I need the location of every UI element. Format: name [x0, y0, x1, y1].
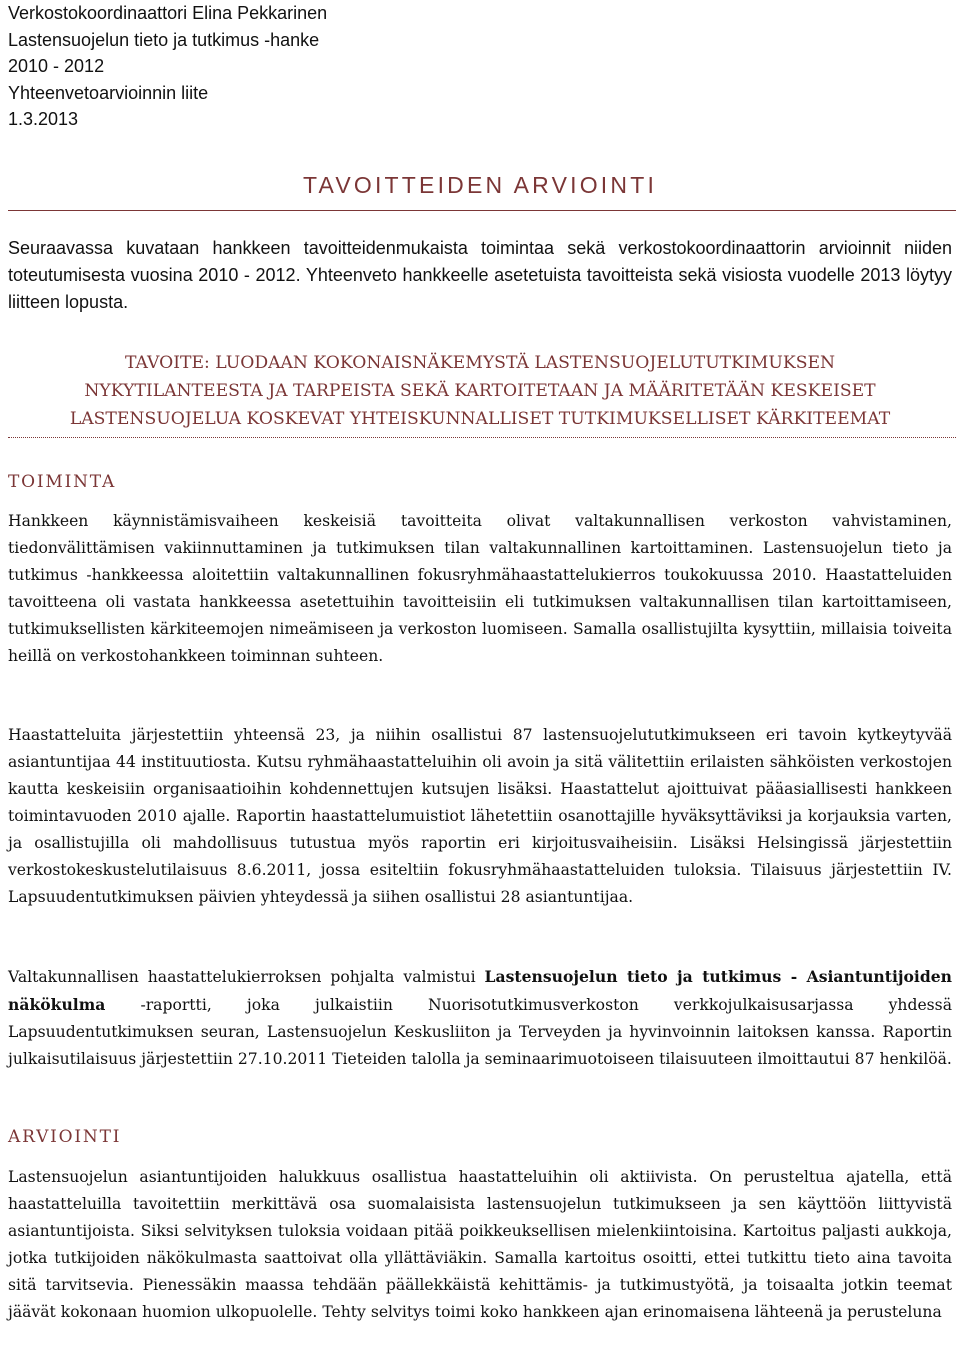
project-line: Lastensuojelun tieto ja tutkimus -hanke [8, 29, 320, 50]
toiminta-paragraph-1 [8, 508, 952, 670]
intro-paragraph [8, 235, 952, 316]
arviointi-paragraph-1 [8, 1164, 952, 1326]
goal-line-1: TAVOITE: LUODAAN KOKONAISNÄKEMYSTÄ LASTENSUOJELUTUTKIMUKSEN [124, 353, 836, 373]
toiminta-paragraph-2 [8, 722, 952, 911]
section-heading-arviointi: ARVIOINTI [8, 1127, 122, 1147]
goal-divider [8, 437, 956, 438]
toiminta-text-1: Hankkeen käynnistämisvaiheen keskeisiä tavoitteita olivat valtakunnallisen verkoston vahvistaminen, tiedonvälittämisen vakiinnuttaminen ja tutkimuksen tilan valtakunnallinen kartoittaminen. Lastensuojelun tieto ja tutkimus -hankkeessa aloitettiin valtakunnallinen fokusryhmähaastattelukierros toukokuussa 2010. Haastatteluiden tavoitteena oli vastata hankkeessa asetettuihin tavoitteisiin eli tutkimuksen valtakunnallisen tilan kartoittamiseen, tutkimuksellisten kärkiteemojen nimeämiseen ja verkoston luomiseen. Samalla osallistujilta kysyttiin, millaisia toiveita heillä on verkostohankkeen toiminnan suhteen. [8, 512, 952, 665]
arviointi-text-1: Lastensuojelun asiantuntijoiden halukkuus osallistua haastatteluihin oli aktiivista. On perusteltua ajatella, että haastatteluilla tavoitettiin merkittävä osa suomalaisista lastensuojelun tutkimukseen ja sen käyttöön liittyvistä asiantuntijoista. Siksi selvityksen tuloksia voidaan pitää poikkeuksellisen mielenkiintoisina. Kartoitus paljasti aukkoja, jotka tutkijoiden näkökulmasta saattoivat olla yllättäviäkin. Samalla kartoitus osoitti, ettei tutkittu tieto aina tavoita sitä tarvitsevia. Pienessäkin maassa tehdään päällekkäistä kehittämis- ja tutkimustyötä, ja toisaalta jotkin teemat jäävät kokonaan huomion ulkopuolelle. Tehty selvitys toimi koko hankkeen ajan erinomaisena lähteenä ja perusteluna [8, 1168, 952, 1321]
appendix-line: Yhteenvetoarvioinnin liite [8, 82, 209, 103]
years-line: 2010 - 2012 [8, 56, 105, 76]
author-line: Verkostokoordinaattori Elina Pekkarinen [8, 3, 328, 23]
toiminta-text-3-start: Valtakunnallisen haastattelukierroksen pohjalta valmistui [8, 968, 485, 986]
title-divider [8, 210, 956, 211]
section-heading-toiminta: TOIMINTA [8, 472, 117, 492]
toiminta-paragraph-3 [8, 963, 952, 1073]
goal-line-2: NYKYTILANTEESTA JA TARPEISTA SEKÄ KARTOITETAAN JA MÄÄRITETÄÄN KESKEISET [84, 381, 876, 401]
goal-heading [8, 349, 952, 433]
document-header [8, 0, 327, 133]
toiminta-text-3-end: -raportti, joka julkaistiin Nuorisotutkimusverkoston verkkojulkaisusarjassa yhdessä Lapsuudentutkimuksen seuran, Lastensuojelun Keskusliiton ja Terveyden ja hyvinvoinnin laitoksen kanssa. Raportin julkaisutilaisuus järjestettiin 27.10.2011 Tieteiden talolla ja seminaarimuotoiseen tilaisuuteen ilmoittautui 87 henkilöä. [8, 996, 952, 1068]
toiminta-text-2: Haastatteluita järjestettiin yhteensä 23, ja niihin osallistui 87 lastensuojelututkimukseen eri tavoin kytkeytyvää asiantuntijaa 44 instituutiosta. Kutsu ryhmähaastatteluihin oli avoin ja sitä välitettiin erilaisten sähköisten verkostojen kautta keskeisiin organisaatioihin kohdennettujen kutsujen lisäksi. Haastattelut ajoittuivat pääasiallisesti hankkeen toimintavuoden 2010 ajalle. Raportin haastattelumuistiot lähetettiin osanottajille hyväksyttäviksi ja korjauksia varten, ja osallistujilla oli mahdollisuus tutustua myös raportin eri kirjoitusvaiheisiin. Lisäksi Helsingissä järjestettiin verkostokeskustelutilaisuus 8.6.2011, jossa esiteltiin fokusryhmähaastatteluiden tuloksia. Tilaisuus järjestettiin IV. Lapsuudentutkimuksen päivien yhteydessä ja siihen osallistui 28 asiantuntijaa. [8, 726, 952, 906]
goal-line-3: LASTENSUOJELUA KOSKEVAT YHTEISKUNNALLISET TUTKIMUKSELLISET KÄRKITEEMAT [69, 409, 891, 429]
intro-text: Seuraavassa kuvataan hankkeen tavoitteidenmukaista toimintaa sekä verkostokoordinaattorin arvioinnit niiden toteutumisesta vuosina 2010 - 2012. Yhteenveto hankkeelle asetetuista tavoitteista sekä visiosta vuodelle 2013 löytyy liitteen lopusta. [8, 238, 952, 312]
date-line: 1.3.2013 [8, 109, 79, 129]
report-title: Lastensuojelun tieto ja tutkimus - Asiantuntijoiden näkökulma [8, 967, 952, 1014]
page-title: TAVOITTEIDEN ARVIOINTI [302, 172, 658, 198]
